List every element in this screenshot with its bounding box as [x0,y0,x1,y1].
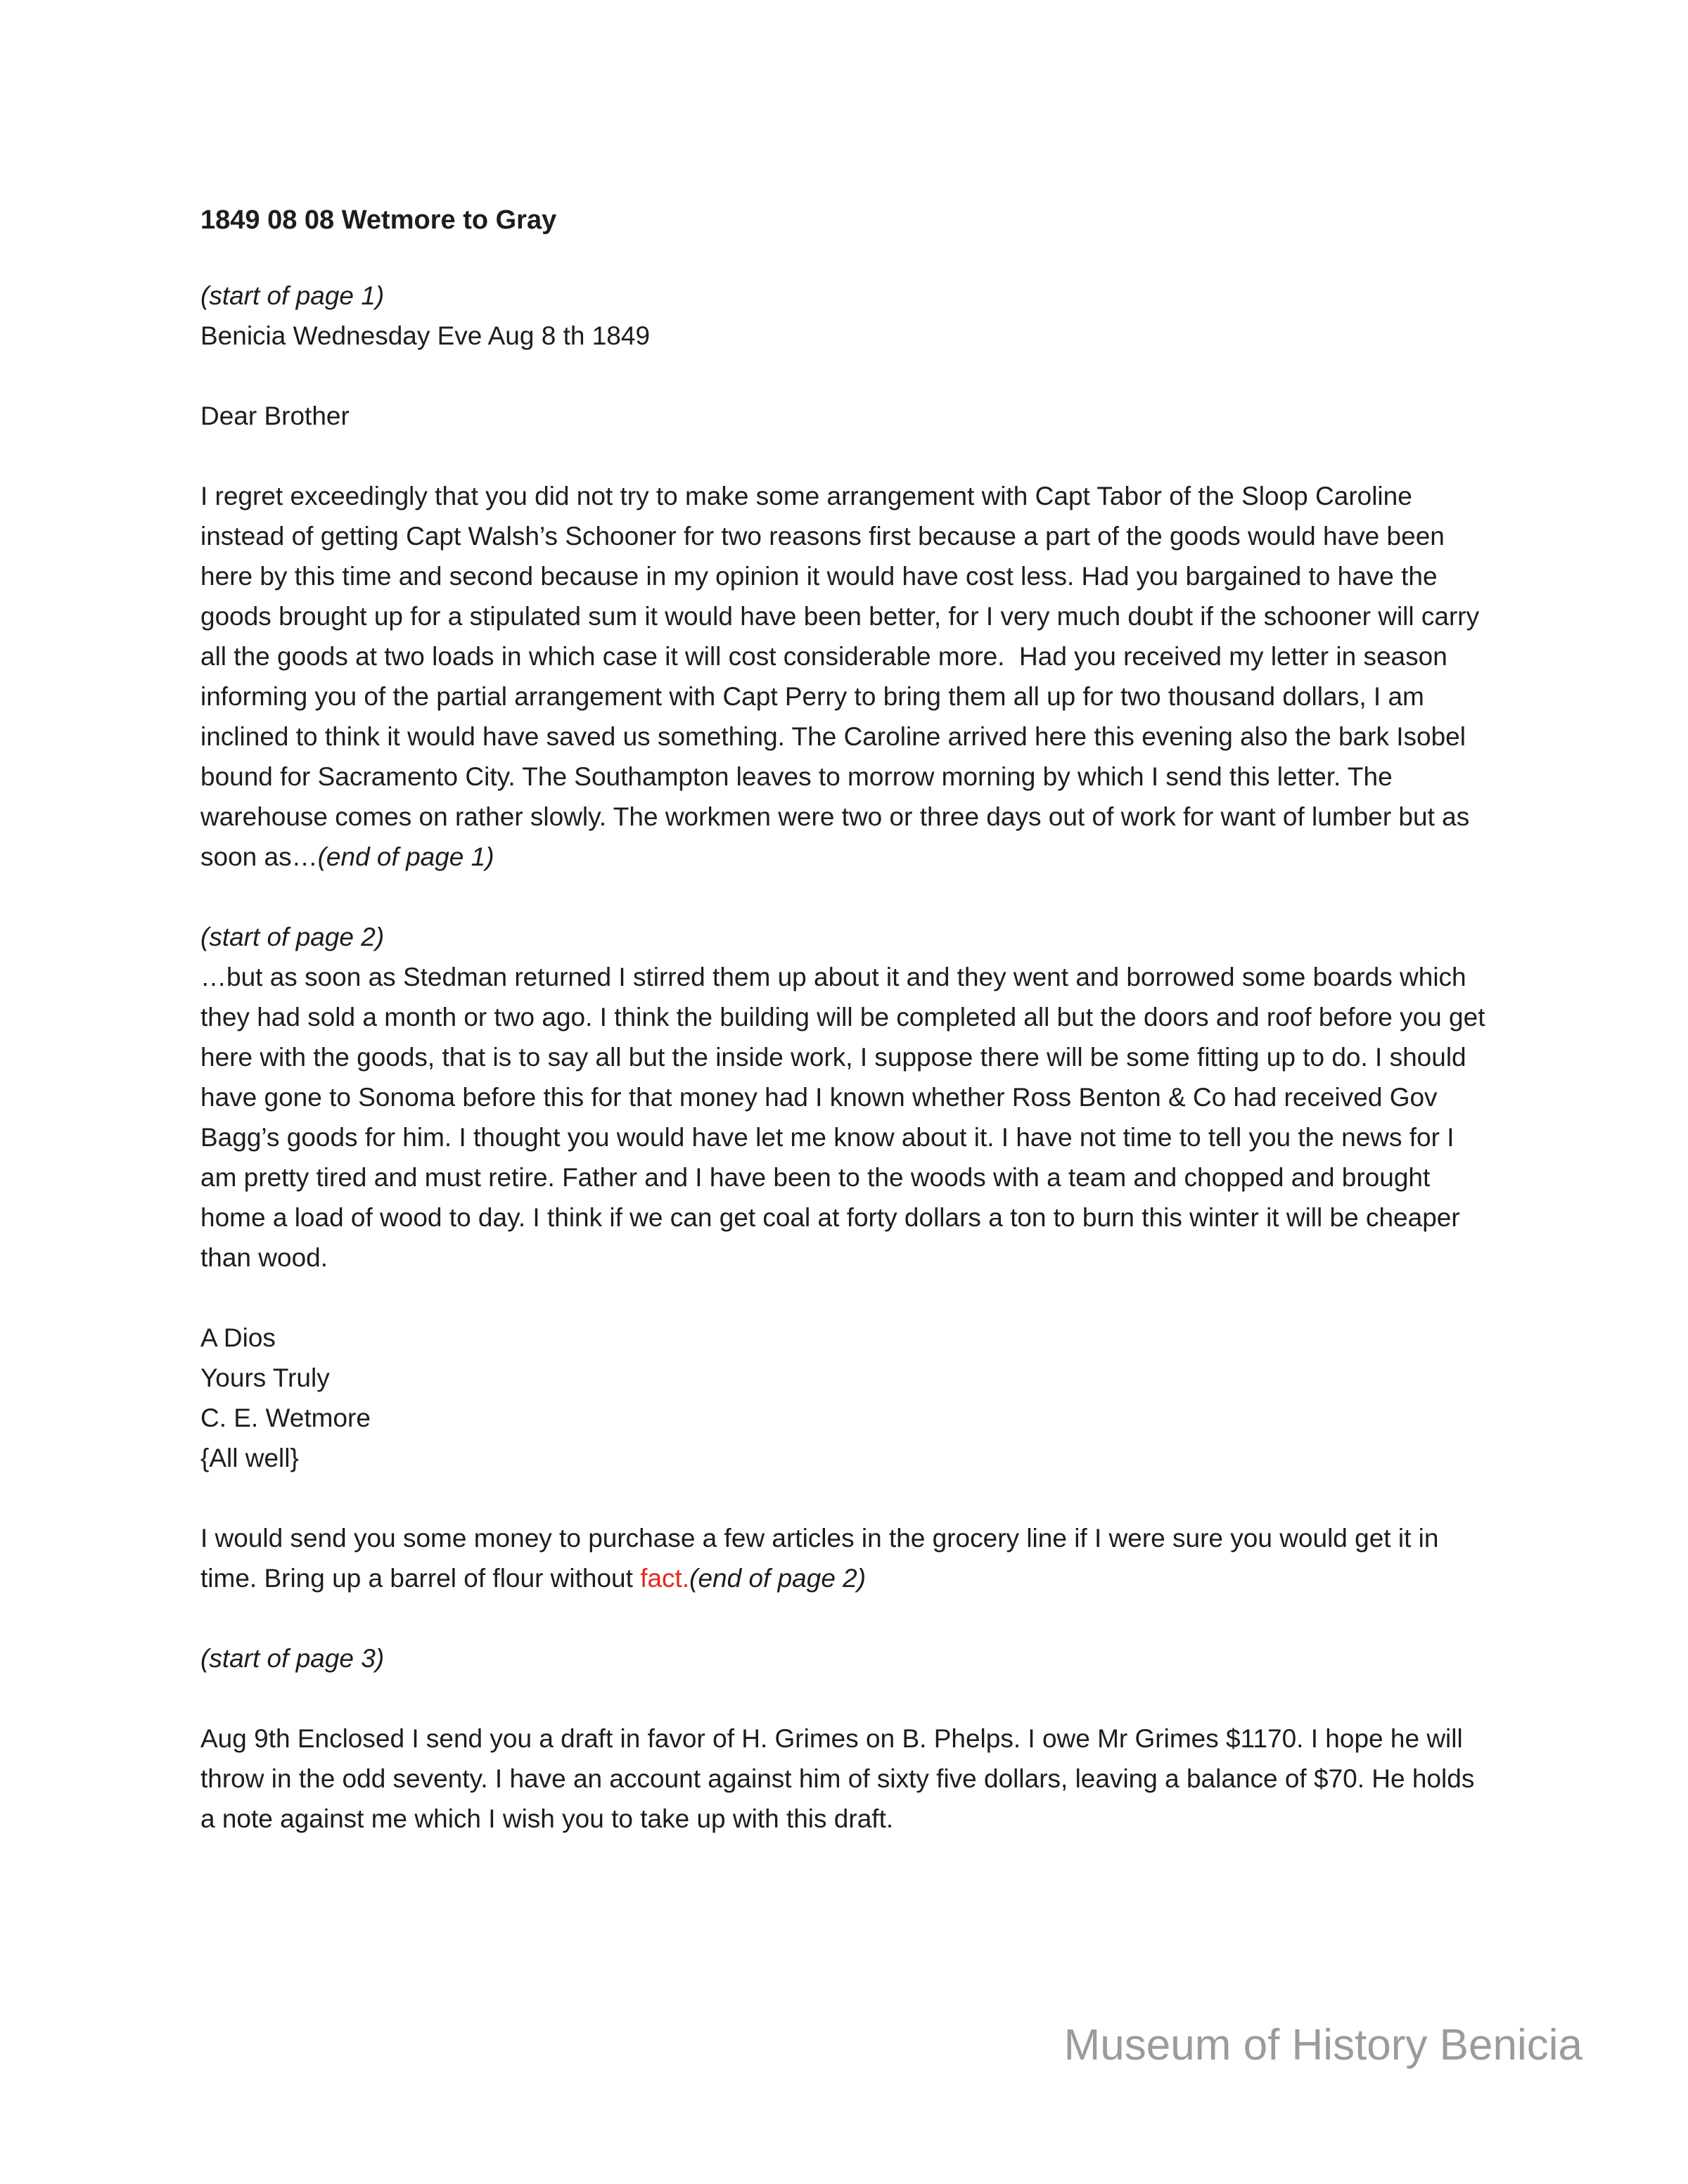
postscript-text: I would send you some money to purchase a few articles in the grocery line if I were sure you would get it in time. Bring up a barrel of flour without [200,1524,1446,1593]
page1-header [200,276,1491,356]
page1-body-text: I regret exceedingly that you did not try to make some arrangement with Capt Tabor of the Sloop Caroline instead of getting Capt Walsh’s Schooner for two reasons first because a part of the goods would have been here by this time and second because in my opinion it would have cost less. Had you bargained to have the goods brought up for a stipulated sum it would have been better, for I very much doubt if the schooner will carry all the goods at two loads in which case it will cost considerable more. Had you received my letter in season informing you of the partial arrangement with Capt Perry to bring them all up for two thousand dollars, I am inclined to think it would have saved us something. The Caroline arrived here this evening also the bark Isobel bound for Sacramento City. The Southampton leaves to morrow morning by which I send this letter. The warehouse comes on rather slowly. The workmen were two or three days out of work for want of lumber but as soon as… [200,482,1487,871]
postscript-red-word: fact. [640,1564,690,1593]
page1-end-marker: (end of page 1) [317,842,494,871]
page2-end-marker: (end of page 2) [689,1564,867,1593]
closing-line-adios: A Dios [200,1323,276,1352]
letter-content [200,200,1491,1839]
postscript [200,1518,1491,1598]
salutation: Dear Brother [200,402,350,430]
document-title: 1849 08 08 Wetmore to Gray [200,205,557,235]
page2-body-text: …but as soon as Stedman returned I stirred them up about it and they went and borrowed some boards which they had sold a month or two ago. I think the building will be completed all but the doors and roof before you get here with the goods, that is to say all but the inside work, I suppose there will be some fitting up to do. I should have gone to Sonoma before this for that money had I known whether Ross Benton & Co had received Gov Bagg’s goods for him. I thought you would have let me know about it. I have not time to tell you the news for I am pretty tired and must retire. Father and I have been to the woods with a team and chopped and brought home a load of wood to day. I think if we can get coal at forty dollars a ton to burn this winter it will be cheaper than wood. [200,963,1492,1272]
closing-line-all-well: {All well} [200,1444,299,1472]
closing-line-yours-truly: Yours Truly [200,1363,330,1392]
page1-body [200,476,1491,877]
closing-line-signature: C. E. Wetmore [200,1403,371,1432]
closing-block [200,1318,1491,1478]
page2-section [200,917,1491,1278]
page1-start-marker: (start of page 1) [200,281,385,310]
page3-start-marker: (start of page 3) [200,1644,385,1673]
page2-start-marker: (start of page 2) [200,923,385,951]
museum-watermark: Museum of History Benicia [1063,2021,1582,2069]
page3-body: Aug 9th Enclosed I send you a draft in favor of H. Grimes on B. Phelps. I owe Mr Grimes $1170. I hope he will throw in the odd seventy. I have an account against him of sixty five dollars, leaving a balance of $70. He holds a note against me which I wish you to take up with this draft. [200,1724,1482,1833]
dateline: Benicia Wednesday Eve Aug 8 th 1849 [200,321,651,350]
